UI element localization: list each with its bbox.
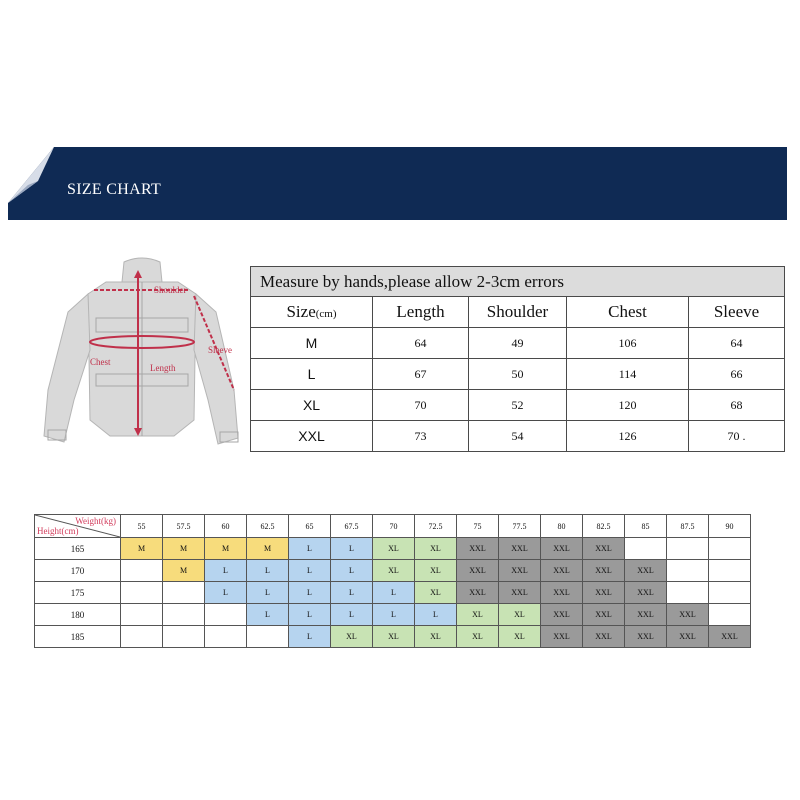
weight-header-cell: 85 <box>625 515 667 538</box>
size-cell-xl: XL <box>415 582 457 604</box>
empty-size-cell <box>625 538 667 560</box>
size-cell: XXL <box>251 421 373 452</box>
weight-header-cell: 87.5 <box>667 515 709 538</box>
sleeve-label: Sleeve <box>208 345 232 355</box>
weight-header-cell: 77.5 <box>499 515 541 538</box>
weight-header-cell: 62.5 <box>247 515 289 538</box>
size-cell-xl: XL <box>373 626 415 648</box>
size-cell-l: L <box>415 604 457 626</box>
size-cell-xxl: XXL <box>625 582 667 604</box>
size-cell-xxl: XXL <box>541 604 583 626</box>
size-cell-xxl: XXL <box>583 604 625 626</box>
size-cell-xxl: XXL <box>541 538 583 560</box>
weight-header-cell: 90 <box>709 515 751 538</box>
empty-size-cell <box>247 626 289 648</box>
chest-label: Chest <box>90 357 111 367</box>
height-weight-size-grid <box>34 514 751 648</box>
table-row <box>35 560 751 582</box>
size-cell-xl: XL <box>415 626 457 648</box>
shoulder-label: Shoulder <box>154 285 187 295</box>
empty-size-cell <box>205 604 247 626</box>
empty-size-cell <box>709 538 751 560</box>
weight-header-cell: 75 <box>457 515 499 538</box>
size-cell-xxl: XXL <box>625 626 667 648</box>
sleeve-cell: 64 <box>689 328 785 359</box>
shoulder-cell: 54 <box>469 421 567 452</box>
length-cell: 64 <box>373 328 469 359</box>
weight-header-cell: 70 <box>373 515 415 538</box>
weight-header-cell: 65 <box>289 515 331 538</box>
size-header-cell <box>251 297 373 328</box>
size-cell-l: L <box>289 582 331 604</box>
weight-header-row <box>35 515 751 538</box>
size-cell-xxl: XXL <box>457 538 499 560</box>
size-cell-xxl: XXL <box>499 538 541 560</box>
weight-header-cell: 60 <box>205 515 247 538</box>
empty-size-cell <box>121 582 163 604</box>
size-cell-l: L <box>289 560 331 582</box>
weight-header-cell: 55 <box>121 515 163 538</box>
size-cell-l: L <box>205 582 247 604</box>
weight-header-cell: 82.5 <box>583 515 625 538</box>
size-cell: M <box>251 328 373 359</box>
size-header: Size <box>286 302 316 321</box>
size-cell-xl: XL <box>457 604 499 626</box>
table-row <box>251 390 785 421</box>
chest-cell: 120 <box>567 390 689 421</box>
size-cell-xxl: XXL <box>499 560 541 582</box>
table-row <box>35 604 751 626</box>
weight-header-cell: 72.5 <box>415 515 457 538</box>
size-cell-xxl: XXL <box>625 604 667 626</box>
measurement-note: Measure by hands,please allow 2-3cm errors <box>251 267 785 297</box>
size-cell-l: L <box>331 560 373 582</box>
weight-header-cell: 80 <box>541 515 583 538</box>
weight-axis-label: Weight(kg) <box>75 516 116 526</box>
empty-size-cell <box>709 560 751 582</box>
weight-header-cell: 57.5 <box>163 515 205 538</box>
length-cell: 67 <box>373 359 469 390</box>
empty-size-cell <box>121 560 163 582</box>
size-cell-xl: XL <box>499 626 541 648</box>
sleeve-cell: 70 . <box>689 421 785 452</box>
size-cell-xxl: XXL <box>709 626 751 648</box>
chest-cell: 114 <box>567 359 689 390</box>
banner-fold-corner <box>8 147 68 220</box>
height-cell: 165 <box>35 538 121 560</box>
table-row <box>251 328 785 359</box>
table-row <box>35 582 751 604</box>
column-header-shoulder: Shoulder <box>469 297 567 328</box>
size-cell-xxl: XXL <box>667 626 709 648</box>
banner-title: SIZE CHART <box>67 181 162 198</box>
size-cell-m: M <box>163 560 205 582</box>
size-cell-xxl: XXL <box>541 582 583 604</box>
empty-size-cell <box>709 604 751 626</box>
size-unit: (cm) <box>315 308 337 320</box>
table-row <box>35 538 751 560</box>
size-cell-xxl: XXL <box>457 560 499 582</box>
size-cell-xl: XL <box>331 626 373 648</box>
empty-size-cell <box>667 582 709 604</box>
shoulder-cell: 49 <box>469 328 567 359</box>
size-cell-xl: XL <box>373 560 415 582</box>
size-cell-l: L <box>373 604 415 626</box>
size-cell-xxl: XXL <box>541 626 583 648</box>
size-cell-l: L <box>247 604 289 626</box>
height-axis-label: Height(cm) <box>37 526 79 536</box>
chest-cell: 126 <box>567 421 689 452</box>
sleeve-cell: 66 <box>689 359 785 390</box>
size-cell: L <box>251 359 373 390</box>
length-cell: 70 <box>373 390 469 421</box>
height-cell: 180 <box>35 604 121 626</box>
empty-size-cell <box>667 560 709 582</box>
measurement-table <box>250 266 785 452</box>
height-cell: 170 <box>35 560 121 582</box>
size-cell-xl: XL <box>457 626 499 648</box>
length-label: Length <box>150 363 176 373</box>
height-cell: 175 <box>35 582 121 604</box>
size-cell-l: L <box>289 538 331 560</box>
size-cell-xl: XL <box>415 538 457 560</box>
size-cell-xl: XL <box>373 538 415 560</box>
length-cell: 73 <box>373 421 469 452</box>
chest-cell: 106 <box>567 328 689 359</box>
size-cell-l: L <box>247 560 289 582</box>
size-cell-m: M <box>163 538 205 560</box>
shoulder-cell: 50 <box>469 359 567 390</box>
empty-size-cell <box>205 626 247 648</box>
size-cell-l: L <box>289 604 331 626</box>
height-cell: 185 <box>35 626 121 648</box>
size-cell-l: L <box>289 626 331 648</box>
size-cell: XL <box>251 390 373 421</box>
size-cell-xxl: XXL <box>625 560 667 582</box>
empty-size-cell <box>709 582 751 604</box>
size-cell-xxl: XXL <box>583 626 625 648</box>
size-cell-xl: XL <box>499 604 541 626</box>
empty-size-cell <box>121 626 163 648</box>
size-cell-xxl: XXL <box>583 538 625 560</box>
size-cell-xl: XL <box>415 560 457 582</box>
column-header-sleeve: Sleeve <box>689 297 785 328</box>
size-cell-l: L <box>373 582 415 604</box>
size-cell-l: L <box>331 604 373 626</box>
size-cell-l: L <box>205 560 247 582</box>
empty-size-cell <box>121 604 163 626</box>
column-header-length: Length <box>373 297 469 328</box>
empty-size-cell <box>163 626 205 648</box>
jacket-measurement-figure <box>34 250 250 460</box>
size-cell-xxl: XXL <box>541 560 583 582</box>
weight-header-cell: 67.5 <box>331 515 373 538</box>
size-cell-m: M <box>121 538 163 560</box>
size-cell-xxl: XXL <box>499 582 541 604</box>
measurement-header-row <box>251 297 785 328</box>
table-row <box>251 421 785 452</box>
size-cell-l: L <box>331 538 373 560</box>
sleeve-cell: 68 <box>689 390 785 421</box>
empty-size-cell <box>163 582 205 604</box>
size-cell-xxl: XXL <box>583 560 625 582</box>
size-chart-banner <box>8 147 787 220</box>
table-row <box>251 359 785 390</box>
size-cell-xxl: XXL <box>583 582 625 604</box>
size-cell-xxl: XXL <box>457 582 499 604</box>
empty-size-cell <box>163 604 205 626</box>
grid-corner-cell <box>35 515 121 538</box>
empty-size-cell <box>667 538 709 560</box>
size-cell-xxl: XXL <box>667 604 709 626</box>
size-cell-m: M <box>205 538 247 560</box>
column-header-chest: Chest <box>567 297 689 328</box>
shoulder-cell: 52 <box>469 390 567 421</box>
size-cell-l: L <box>331 582 373 604</box>
table-row <box>35 626 751 648</box>
size-cell-m: M <box>247 538 289 560</box>
size-cell-l: L <box>247 582 289 604</box>
